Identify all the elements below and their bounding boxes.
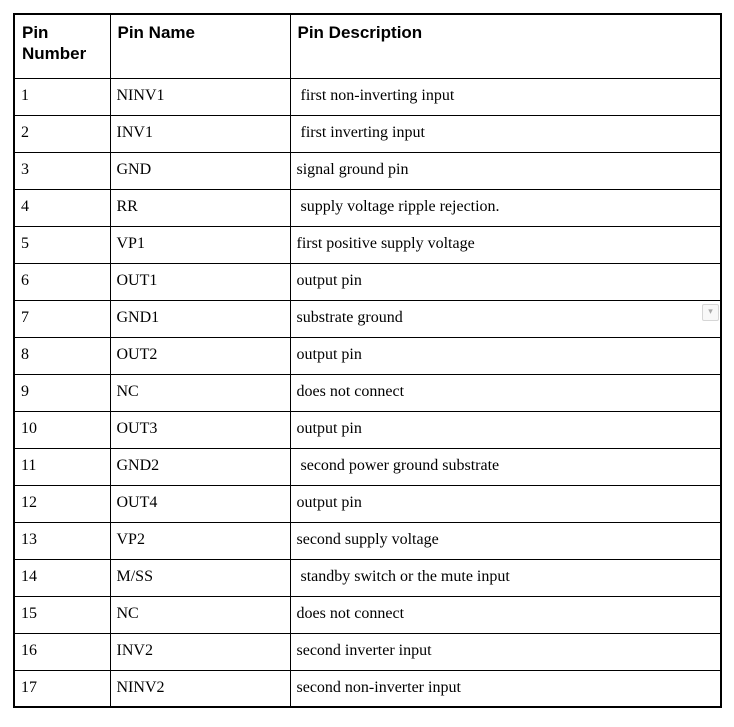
table-row	[14, 226, 721, 263]
cell-pin-name: NINV2	[110, 670, 290, 707]
table-row	[14, 559, 721, 596]
table-row	[14, 300, 721, 337]
cell-pin-name: INV2	[110, 633, 290, 670]
cell-pin-name: NC	[110, 596, 290, 633]
cell-pin-number: 4	[14, 189, 110, 226]
cell-pin-name: OUT1	[110, 263, 290, 300]
cell-pin-description: second supply voltage	[290, 522, 721, 559]
cell-pin-description: output pin	[290, 263, 721, 300]
cell-pin-number: 7	[14, 300, 110, 337]
table-row	[14, 337, 721, 374]
cell-pin-number: 1	[14, 78, 110, 115]
cell-pin-name: NINV1	[110, 78, 290, 115]
cell-pin-description: does not connect	[290, 596, 721, 633]
chevron-down-icon: ▾	[708, 307, 713, 317]
cell-pin-description: output pin	[290, 411, 721, 448]
table-row	[14, 374, 721, 411]
cell-pin-name: M/SS	[110, 559, 290, 596]
table-row	[14, 522, 721, 559]
cell-pin-description: first non-inverting input	[290, 78, 721, 115]
header-pin-number: Pin Number	[14, 14, 110, 78]
cell-pin-number: 15	[14, 596, 110, 633]
cell-pin-description: signal ground pin	[290, 152, 721, 189]
table-row	[14, 189, 721, 226]
cell-pin-description: output pin	[290, 485, 721, 522]
cell-pin-number: 3	[14, 152, 110, 189]
cell-pin-name: RR	[110, 189, 290, 226]
cell-pin-name: NC	[110, 374, 290, 411]
cell-pin-description: supply voltage ripple rejection.	[290, 189, 721, 226]
cell-pin-name: OUT2	[110, 337, 290, 374]
cell-pin-name: INV1	[110, 115, 290, 152]
cell-pin-description: standby switch or the mute input	[290, 559, 721, 596]
header-pin-name: Pin Name	[110, 14, 290, 78]
table-row	[14, 633, 721, 670]
cell-pin-description: output pin	[290, 337, 721, 374]
pin-description-table	[13, 13, 722, 708]
cell-pin-number: 10	[14, 411, 110, 448]
cell-pin-description: second power ground substrate	[290, 448, 721, 485]
cell-pin-description: substrate ground	[290, 300, 721, 337]
table-row	[14, 485, 721, 522]
cell-pin-number: 13	[14, 522, 110, 559]
cell-pin-description: first positive supply voltage	[290, 226, 721, 263]
cell-pin-number: 11	[14, 448, 110, 485]
cell-pin-name: VP2	[110, 522, 290, 559]
table-row	[14, 448, 721, 485]
table-header-row	[14, 14, 721, 78]
table-row	[14, 411, 721, 448]
cell-pin-description: second non-inverter input	[290, 670, 721, 707]
cell-pin-name: VP1	[110, 226, 290, 263]
cell-pin-number: 16	[14, 633, 110, 670]
cell-pin-name: GND	[110, 152, 290, 189]
table-row	[14, 152, 721, 189]
cell-pin-number: 17	[14, 670, 110, 707]
cell-pin-name: GND2	[110, 448, 290, 485]
table-row	[14, 115, 721, 152]
cell-pin-name: OUT4	[110, 485, 290, 522]
table-row	[14, 263, 721, 300]
cell-pin-description: does not connect	[290, 374, 721, 411]
cell-pin-number: 6	[14, 263, 110, 300]
cell-pin-name: GND1	[110, 300, 290, 337]
table-row	[14, 596, 721, 633]
cell-pin-number: 5	[14, 226, 110, 263]
cell-pin-number: 2	[14, 115, 110, 152]
cell-pin-number: 12	[14, 485, 110, 522]
cell-pin-number: 9	[14, 374, 110, 411]
cell-pin-name: OUT3	[110, 411, 290, 448]
table-row	[14, 78, 721, 115]
cell-pin-description: second inverter input	[290, 633, 721, 670]
table-row	[14, 670, 721, 707]
cell-pin-number: 14	[14, 559, 110, 596]
dropdown-overlay-button[interactable]	[702, 304, 719, 321]
header-pin-description: Pin Description	[290, 14, 721, 78]
cell-pin-description: first inverting input	[290, 115, 721, 152]
cell-pin-number: 8	[14, 337, 110, 374]
